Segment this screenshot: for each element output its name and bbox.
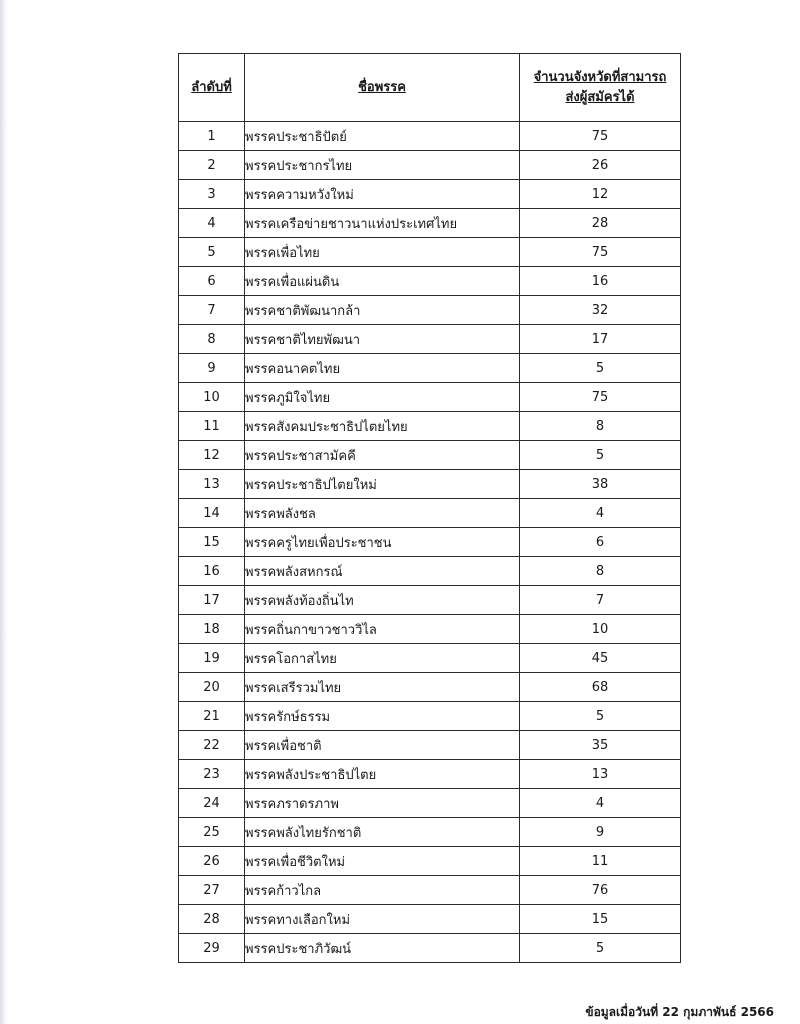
table-row [179,296,681,325]
province-count-cell: 10 [520,615,681,644]
table-row [179,209,681,238]
province-count-cell: 35 [520,731,681,760]
rank-cell: 16 [179,557,245,586]
party-name-cell: พรรคประชากรไทย [245,151,520,180]
province-count-cell: 9 [520,818,681,847]
province-count-cell: 5 [520,354,681,383]
table-row [179,615,681,644]
header-party-name: ชื่อพรรค [245,54,520,122]
rank-cell: 13 [179,470,245,499]
rank-cell: 20 [179,673,245,702]
province-count-cell: 75 [520,238,681,267]
table-row [179,934,681,963]
rank-cell: 27 [179,876,245,905]
party-name-cell: พรรคพลังสหกรณ์ [245,557,520,586]
table-row [179,789,681,818]
province-count-cell: 4 [520,499,681,528]
province-count-cell: 15 [520,905,681,934]
header-province-count [520,54,681,122]
party-name-cell: พรรคพลังชล [245,499,520,528]
party-name-cell: พรรครักษ์ธรรม [245,702,520,731]
province-count-cell: 8 [520,557,681,586]
party-name-cell: พรรคพลังไทยรักชาติ [245,818,520,847]
page-edge-shadow [0,0,8,1024]
rank-cell: 12 [179,441,245,470]
province-count-cell: 5 [520,702,681,731]
rank-cell: 21 [179,702,245,731]
province-count-cell: 8 [520,412,681,441]
province-count-cell: 26 [520,151,681,180]
rank-cell: 28 [179,905,245,934]
party-name-cell: พรรคเพื่อแผ่นดิน [245,267,520,296]
party-table [178,53,681,963]
province-count-cell: 75 [520,383,681,412]
party-name-cell: พรรคภราดรภาพ [245,789,520,818]
rank-cell: 26 [179,847,245,876]
province-count-cell: 38 [520,470,681,499]
party-name-cell: พรรคเครือข่ายชาวนาแห่งประเทศไทย [245,209,520,238]
table-row [179,238,681,267]
province-count-cell: 4 [520,789,681,818]
table-row [179,702,681,731]
rank-cell: 14 [179,499,245,528]
party-name-cell: พรรคอนาคตไทย [245,354,520,383]
data-date-note: ข้อมูลเมื่อวันที่ 22 กุมภาพันธ์ 2566 [585,1005,774,1019]
table-row [179,528,681,557]
rank-cell: 18 [179,615,245,644]
province-count-cell: 76 [520,876,681,905]
table-row [179,557,681,586]
rank-cell: 9 [179,354,245,383]
rank-cell: 7 [179,296,245,325]
table-row [179,847,681,876]
rank-cell: 6 [179,267,245,296]
header-province-count-line1: จำนวนจังหวัดที่สามารถ [533,69,667,85]
table-row [179,383,681,412]
party-name-cell: พรรคพลังท้องถิ่นไท [245,586,520,615]
province-count-cell: 16 [520,267,681,296]
table-row [179,122,681,151]
province-count-cell: 68 [520,673,681,702]
party-name-cell: พรรคสังคมประชาธิปไตยไทย [245,412,520,441]
party-name-cell: พรรคความหวังใหม่ [245,180,520,209]
party-name-cell: พรรคครูไทยเพื่อประชาชน [245,528,520,557]
party-name-cell: พรรคชาติไทยพัฒนา [245,325,520,354]
party-name-cell: พรรคโอกาสไทย [245,644,520,673]
province-count-cell: 12 [520,180,681,209]
rank-cell: 25 [179,818,245,847]
province-count-cell: 6 [520,528,681,557]
party-name-cell: พรรคพลังประชาธิปไตย [245,760,520,789]
province-count-cell: 13 [520,760,681,789]
rank-cell: 19 [179,644,245,673]
header-rank: ลำดับที่ [179,54,245,122]
table-row [179,441,681,470]
rank-cell: 15 [179,528,245,557]
party-name-cell: พรรคเพื่อชาติ [245,731,520,760]
rank-cell: 4 [179,209,245,238]
table-row [179,325,681,354]
table-row [179,267,681,296]
party-name-cell: พรรคประชาภิวัฒน์ [245,934,520,963]
province-count-cell: 7 [520,586,681,615]
party-name-cell: พรรคประชาธิปัตย์ [245,122,520,151]
rank-cell: 8 [179,325,245,354]
table-row [179,499,681,528]
province-count-cell: 5 [520,441,681,470]
table-header-row [179,54,681,122]
party-name-cell: พรรคทางเลือกใหม่ [245,905,520,934]
rank-cell: 22 [179,731,245,760]
table-row [179,760,681,789]
table-row [179,586,681,615]
rank-cell: 17 [179,586,245,615]
province-count-cell: 5 [520,934,681,963]
table-row [179,151,681,180]
province-count-cell: 45 [520,644,681,673]
party-name-cell: พรรคเสรีรวมไทย [245,673,520,702]
province-count-cell: 17 [520,325,681,354]
header-province-count-line2: ส่งผู้สมัครได้ [565,89,635,105]
table-row [179,731,681,760]
table-row [179,412,681,441]
rank-cell: 5 [179,238,245,267]
table-row [179,818,681,847]
rank-cell: 3 [179,180,245,209]
province-count-cell: 75 [520,122,681,151]
party-name-cell: พรรคประชาสามัคคี [245,441,520,470]
party-name-cell: พรรคถิ่นกาขาวชาววิไล [245,615,520,644]
province-count-cell: 28 [520,209,681,238]
party-name-cell: พรรคชาติพัฒนากล้า [245,296,520,325]
table-body [179,122,681,963]
party-name-cell: พรรคประชาธิปไตยใหม่ [245,470,520,499]
table-row [179,673,681,702]
rank-cell: 24 [179,789,245,818]
rank-cell: 10 [179,383,245,412]
table-row [179,354,681,383]
rank-cell: 1 [179,122,245,151]
table-row [179,876,681,905]
rank-cell: 29 [179,934,245,963]
table-row [179,470,681,499]
party-name-cell: พรรคเพื่อไทย [245,238,520,267]
party-name-cell: พรรคก้าวไกล [245,876,520,905]
table-row [179,644,681,673]
party-name-cell: พรรคเพื่อชีวิตใหม่ [245,847,520,876]
table-row [179,180,681,209]
party-name-cell: พรรคภูมิใจไทย [245,383,520,412]
rank-cell: 23 [179,760,245,789]
province-count-cell: 32 [520,296,681,325]
province-count-cell: 11 [520,847,681,876]
rank-cell: 2 [179,151,245,180]
rank-cell: 11 [179,412,245,441]
table-row [179,905,681,934]
